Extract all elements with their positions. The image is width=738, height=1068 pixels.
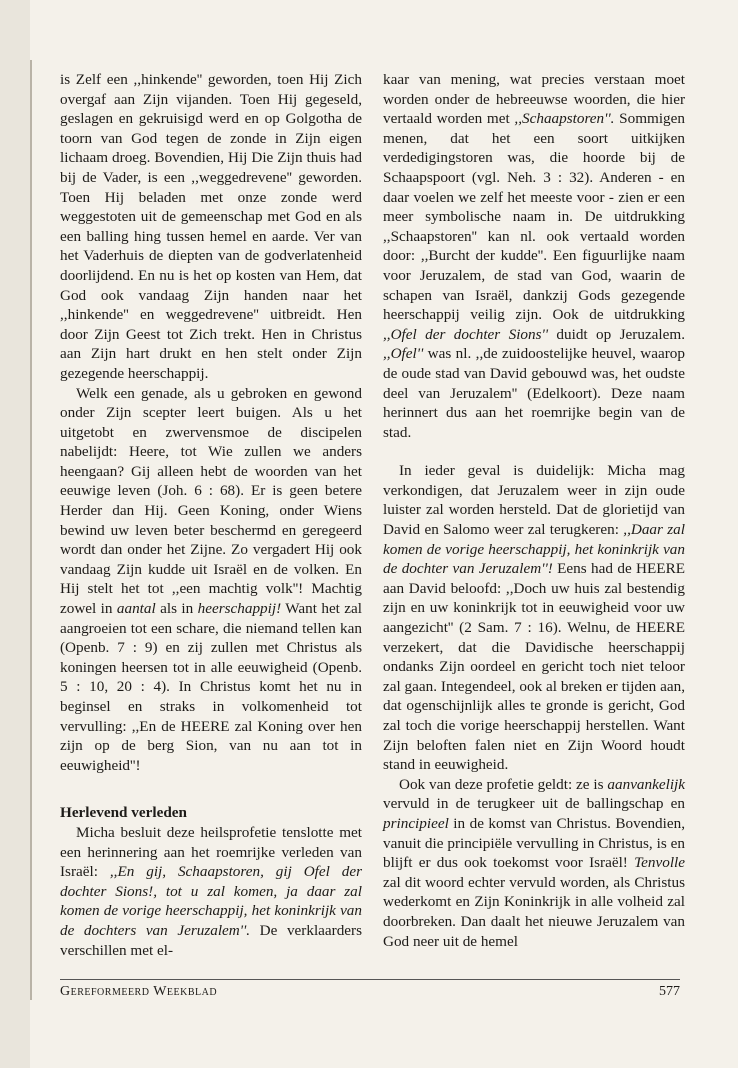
footer-rule	[60, 979, 680, 980]
right-column	[383, 70, 685, 951]
paragraph: Micha besluit deze heilsprofetie tenslotte met een herinnering aan het roemrijke verleden van Israël: ,,En gij, Schaapstoren, gij Ofel der dochter Sions!, tot u zal komen, ja daar zal komen de vorige heerschappij, het koninkrijk van de dochters van Jeruzalem''. De verklaarders verschillen met el-	[60, 823, 363, 959]
paragraph: In ieder geval is duidelijk: Micha mag verkondigen, dat Jeruzalem weer in zijn oude luister zal worden hersteld. Dat de glorietijd van David en Salomo weer zal terugkeren: ,,Daar zal komen de vorige heerschappij, het koninkrijk van de dochter van Jeruzalem''! Eens had de HEERE aan David beloofd: ,,Doch uw huis zal bestendig zijn en uw koninkrijk tot in eeuwigheid voor uw aangezicht'' (2 Sam. 7 : 16). Welnu, de HEERE verzekert, dat die Davidische heerschappij ondanks Zijn oordeel en gericht toch niet teloor zal gaan. Integendeel, ook al breken er tijden aan, dat ogenschijnlijk alles te gronde is gericht, God zal toch die vorige heerschappij herstellen. Want Zijn beloften falen niet en Zijn Woord houdt stand in eeuwigheid.	[383, 462, 685, 774]
paragraph: Welk een genade, als u gebroken en gewond onder Zijn scepter leert buigen. Als u het uitgetobt en zwervensmoe de discipelen nabelijdt: Heere, tot Wie zullen we anders heengaan? Gij alleen hebt de woorden van het eeuwige leven (Joh. 6 : 68). Er is geen betere Herder dan Hij. Geen Koning, onder Wiens bewind uw leven beter beschermd en geregeerd wordt dan onder het Zijne. Zo vergadert Hij ook vandaag Zijn kudde uit Israël en de volken. En Hij stelt het tot ,,een machtig volk''! Machtig zowel in aantal als in heerschappij! Want het zal aangroeien tot een schare, die niemand tellen kan (Openb. 7 : 9) en zij zullen met Christus als koningen heersen tot in alle eeuwigheid (Openb. 5 : 10, 20 : 4). In Christus komt het nu in beginsel en straks in volkomenheid tot vervulling: ,,En de HEERE zal Koning over hen zijn op de berg Sion, van nu aan tot in eeuwigheid''!	[60, 384, 363, 774]
page-fold-line	[30, 60, 32, 1000]
publication-title: Gereformeerd Weekblad	[60, 984, 218, 999]
previous-page-margin	[0, 0, 30, 1068]
paragraph: kaar van mening, wat precies verstaan moet worden onder de hebreeuwse woorden, die hier vertaald worden met ,,Schaapstoren''. Sommigen menen, dat het een soort uitkijken verdedigingstoren was, die hoorde bij de Schaapspoort (vgl. Neh. 3 : 32). Anderen - en daar voelen we zelf het meeste voor - zien er een meer symbolische naam in. De uitdrukking ,,Schaapstoren'' kan nl. ook vertaald worden door: ,,Burcht der kudde''. Een figuurlijke naam voor Jeruzalem, de stad van God, waarin de schapen van Israël, dankzij Gods gezegende heerschappij veilig zijn. Ook de uitdrukking ,,Ofel der dochter Sions'' duidt op Jeruzalem. ,,Ofel'' was nl. ,,de zuidoostelijke heuvel, waarop de oude stad van David gebouwd was, het oudste deel van Jeruzalem'' (Edelkoort). Deze naam herinnert dus aan het roemrijke begin van de stad.	[383, 71, 685, 441]
section-heading: Herlevend verleden	[60, 804, 187, 822]
left-column	[60, 70, 362, 960]
paragraph: Ook van deze profetie geldt: ze is aanvankelijk vervuld in de terugkeer uit de ballingschap en principieel in de komst van Christus. Bovendien, vanuit die principiële vervulling in Christus, is en blijft er dus ook toekomst voor Israël! Tenvolle zal dit woord echter vervuld worden, als Christus wederkomt en Zijn Koninkrijk in alle volheid zal doorbreken. Dan daalt het nieuwe Jeruzalem van God neer uit de hemel	[383, 775, 685, 950]
page-number: 577	[659, 984, 680, 999]
paragraph: is Zelf een ,,hinkende'' geworden, toen Hij Zich overgaf aan Zijn vijanden. Toen Hij gegeseld, geslagen en gekruisigd werd en op Golgotha de toorn van God tegen de zonde in Zijn eigen lichaam droeg. Bovendien, Hij Die Zijn thuis had bij de Vader, is een ,,weggedrevene'' geworden. Toen Hij beladen met onze zonde werd weggestoten uit de gemeenschap met God en als een balling hing tussen hemel en aarde. Ver van het Vaderhuis de diepten van de godverlatenheid doorlijdend. En nu is het op kosten van Hem, dat God ook vandaag Zijn handen naar het ,,hinkende'' en weggedrevene'' uitbreidt. Hen door Zijn Geest tot Zich trekt. Hen in Christus aan Zijn hart drukt en hen stelt onder Zijn gezegende heerschappij.	[60, 71, 362, 382]
